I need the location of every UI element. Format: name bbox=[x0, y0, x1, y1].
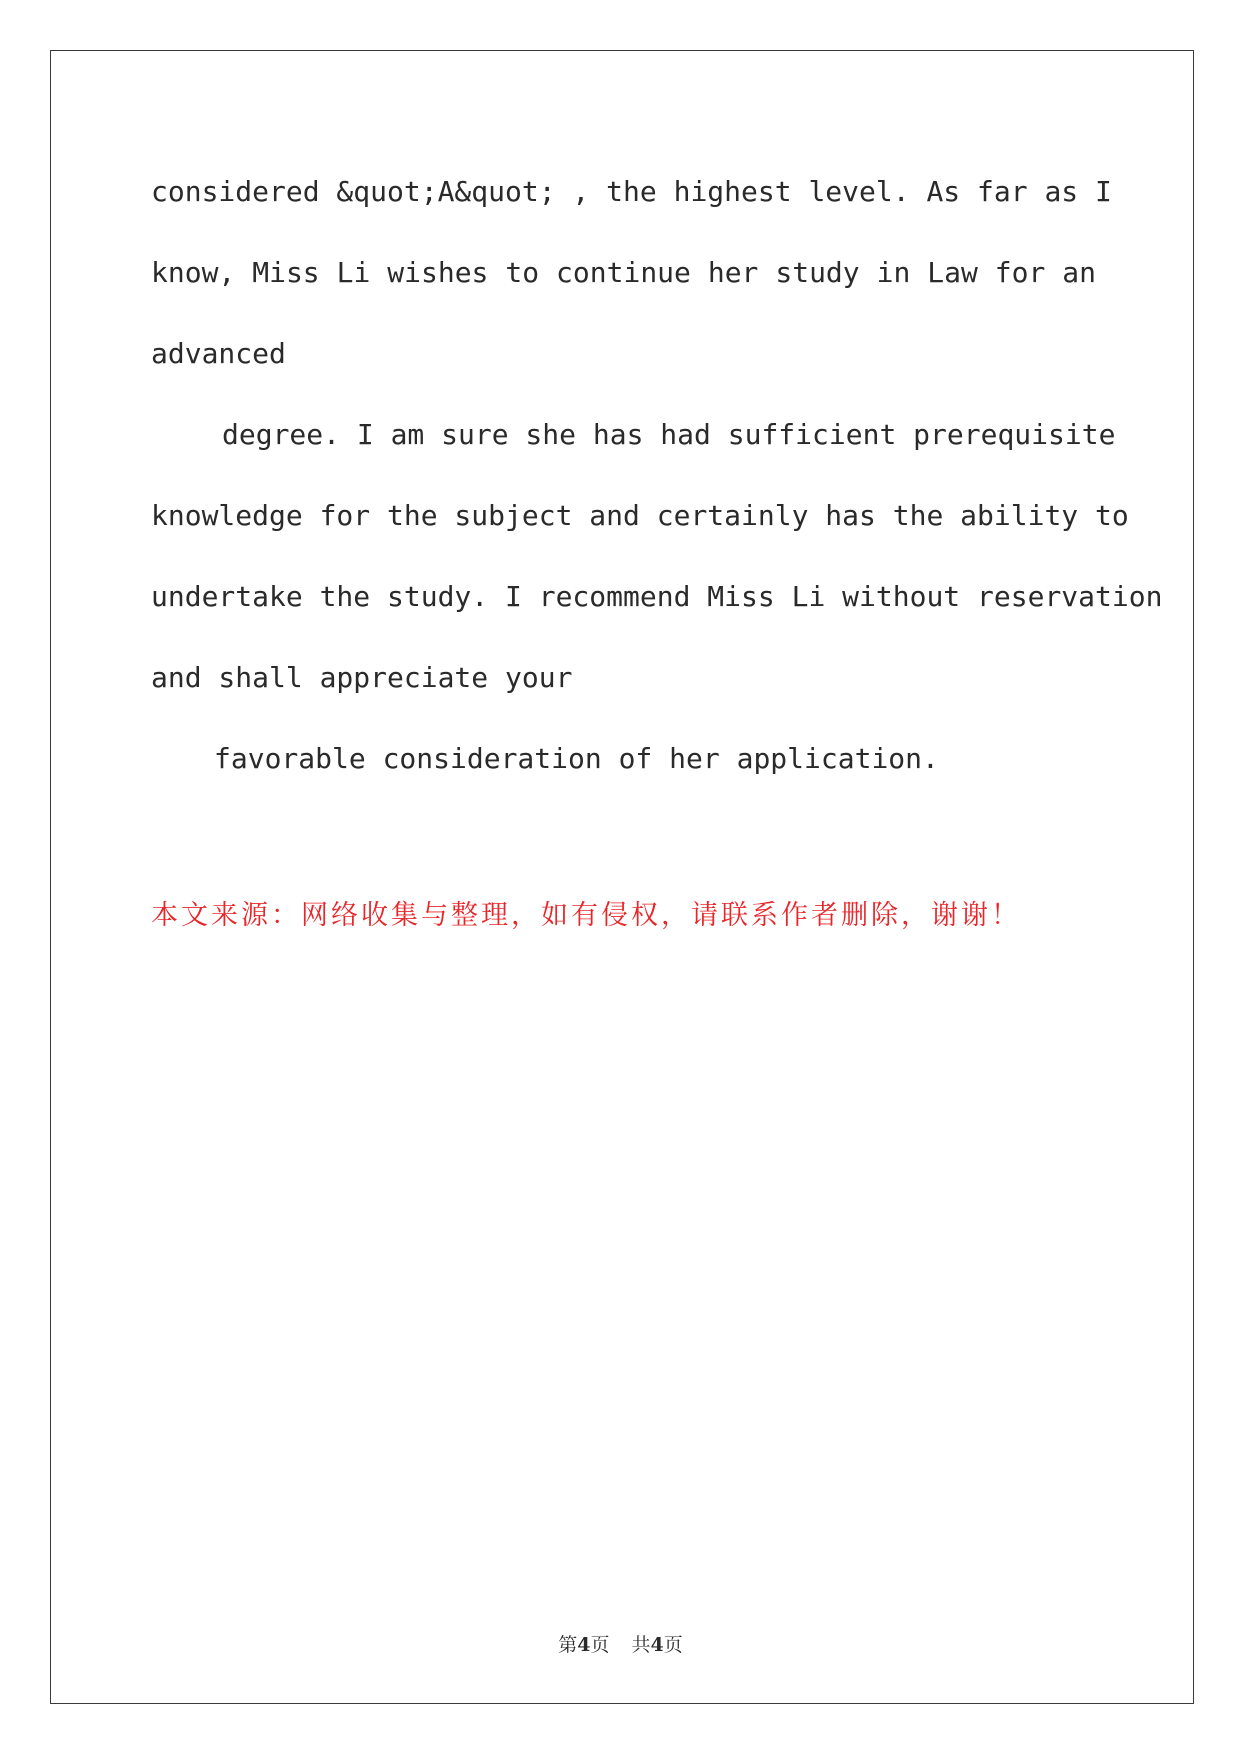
total-pages: 4 bbox=[650, 1634, 664, 1656]
paragraph-line-8: favorable consideration of her application. bbox=[214, 742, 939, 775]
paragraph-line-2: know, Miss Li wishes to continue her study in Law for an bbox=[151, 256, 1096, 289]
paragraph-line-1: considered &quot;A&quot; , the highest level. As far as I bbox=[151, 175, 1112, 208]
page-border bbox=[50, 50, 1194, 1704]
source-disclaimer: 本文来源：网络收集与整理，如有侵权，请联系作者删除，谢谢！ bbox=[151, 900, 1021, 931]
page-footer bbox=[0, 1636, 1241, 1655]
paragraph-line-7: and shall appreciate your bbox=[151, 661, 573, 694]
paragraph-line-5: knowledge for the subject and certainly has the ability to bbox=[151, 499, 1129, 532]
page-suffix: 页 bbox=[590, 1634, 610, 1656]
page-number: 4 bbox=[577, 1634, 591, 1656]
total-suffix: 页 bbox=[663, 1634, 683, 1656]
page-prefix: 第 bbox=[558, 1634, 578, 1656]
paragraph-line-4: degree. I am sure she has had sufficient prerequisite bbox=[222, 418, 1116, 451]
paragraph-line-3: advanced bbox=[151, 337, 286, 370]
paragraph-line-6: undertake the study. I recommend Miss Li without reservation bbox=[151, 580, 1163, 613]
total-prefix: 共 bbox=[631, 1634, 651, 1656]
